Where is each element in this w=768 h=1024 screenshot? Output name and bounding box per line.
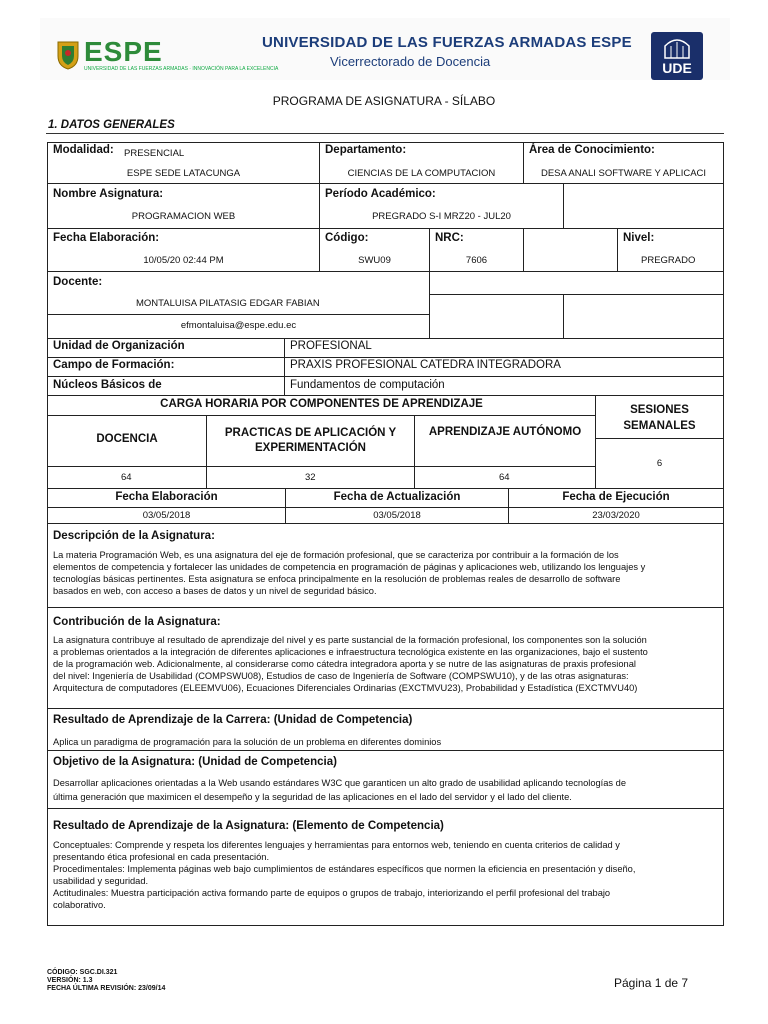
fecha-elab-label: Fecha Elaboración xyxy=(115,491,218,503)
objetivo-line: última generación que maximicen el desempeño y la seguridad de las aplicaciones en el lado del servidor y el lado del cliente. xyxy=(53,792,572,802)
sede-value: ESPE SEDE LATACUNGA xyxy=(126,168,241,179)
fecha-act-value: 03/05/2018 xyxy=(373,510,421,521)
sesiones-label: SESIONES SEMANALES xyxy=(623,404,696,432)
fecha-act-label: Fecha de Actualización xyxy=(333,491,461,503)
descripcion-line: basados en web, con acceso a bases de datos y un nivel de seguridad básico. xyxy=(53,586,377,596)
descripcion-text xyxy=(53,549,721,597)
unidad-label: Unidad de Organización xyxy=(53,340,185,352)
autonomo-value: 64 xyxy=(499,472,510,483)
descripcion-line: La materia Programación Web, es una asignatura del eje de formación profesional, que se caracteriza por contribuir a la formación de los xyxy=(53,550,619,560)
nombre-value: PROGRAMACION WEB xyxy=(131,211,236,222)
university-name: UNIVERSIDAD DE LAS FUERZAS ARMADAS ESPE xyxy=(262,34,632,51)
docencia-value: 64 xyxy=(121,472,132,483)
docencia-label: DOCENCIA xyxy=(96,433,158,445)
footer-codigo: CÓDIGO: SGC.DI.321 xyxy=(47,969,118,976)
cell-empty-2 xyxy=(523,228,618,272)
footer-meta xyxy=(47,969,165,993)
resultado-carrera-title: Resultado de Aprendizaje de la Carrera: (Unidad de Competencia) xyxy=(53,714,413,726)
campo-label: Campo de Formación: xyxy=(53,359,175,371)
docente-value: MONTALUISA PILATASIG EDGAR FABIAN xyxy=(136,298,320,309)
codigo-label: Código: xyxy=(325,232,369,244)
departamento-value: CIENCIAS DE LA COMPUTACION xyxy=(347,168,496,179)
periodo-value: PREGRADO S-I MRZ20 - JUL20 xyxy=(372,211,511,222)
contribucion-line: a problemas orientados a la integración de diferentes aplicaciones e infraestructura tecnológica existente en las organizaciones, bajo el sustento xyxy=(53,647,648,657)
nivel-value: PREGRADO xyxy=(641,255,696,266)
vicerrectorado-name: Vicerrectorado de Docencia xyxy=(330,54,491,69)
nucleos-label: Núcleos Básicos de xyxy=(53,379,162,391)
sesiones-value: 6 xyxy=(656,458,663,469)
resultado-asignatura-line: usabilidad y seguridad. xyxy=(53,876,149,886)
section-heading: 1. DATOS GENERALES xyxy=(48,119,175,131)
section-divider xyxy=(46,133,724,134)
fecha-ejec-value: 23/03/2020 xyxy=(592,510,640,521)
nrc-label: NRC: xyxy=(435,232,464,244)
nucleos-value: Fundamentos de computación xyxy=(290,379,445,391)
campo-value: PRAXIS PROFESIONAL CATEDRA INTEGRADORA xyxy=(290,359,561,371)
periodo-label: Período Académico: xyxy=(325,188,436,200)
unidad-value: PROFESIONAL xyxy=(290,340,372,352)
objetivo-text xyxy=(53,776,721,804)
modalidad-value: PRESENCIAL xyxy=(124,148,185,159)
resultado-asignatura-line: colaborativo. xyxy=(53,900,106,910)
practicas-label: PRACTICAS DE APLICACIÓN Y EXPERIMENTACIÓN xyxy=(224,427,397,454)
nrc-value: 7606 xyxy=(465,255,488,266)
resultado-asignatura-line: Conceptuales: Comprende y respeta los diferentes lenguajes y herramientas para entornos web, teniendo en cuenta criterios de calidad y xyxy=(53,840,620,850)
area-value: DESA ANALI SOFTWARE Y APLICACI xyxy=(540,168,707,179)
objetivo-line: Desarrollar aplicaciones orientadas a la Web usando estándares W3C que garanticen un alto grado de usabilidad aplicando tecnologías de xyxy=(53,778,626,788)
codigo-value: SWU09 xyxy=(358,255,391,266)
contribucion-line: Arquitectura de computadores (ELEEMVU06), Ecuaciones Diferenciales Ordinarias (EXCTMVU23), Probabilidad y Estadística (EXCTMVU40) xyxy=(53,683,638,693)
cell-empty-1 xyxy=(563,183,724,229)
carga-title: CARGA HORARIA POR COMPONENTES DE APRENDIZAJE xyxy=(160,398,483,410)
contribucion-line: del nivel: Ingeniería de Usabilidad (COMPSWU08), Estudios de caso de Ingeniería de Software (COMPSWU10), y de las otras asignaturas: xyxy=(53,671,629,681)
contribucion-text xyxy=(53,634,721,694)
resultado-asignatura-title: Resultado de Aprendizaje de la Asignatura: (Elemento de Competencia) xyxy=(53,820,444,832)
resultado-asignatura-line: presentando ética profesional en cada presentación. xyxy=(53,852,270,862)
cell-empty-5 xyxy=(563,294,724,339)
fecha-value: 10/05/20 02:44 PM xyxy=(143,255,224,266)
email-value: efmontaluisa@espe.edu.ec xyxy=(180,320,297,331)
document-title: PROGRAMA DE ASIGNATURA - SÍLABO xyxy=(272,94,496,108)
descripcion-title: Descripción de la Asignatura: xyxy=(53,530,215,542)
nivel-label: Nivel: xyxy=(623,232,655,244)
modalidad-label: Modalidad: xyxy=(53,144,114,156)
cell-empty-4 xyxy=(429,294,564,339)
docente-label: Docente: xyxy=(53,276,103,288)
objetivo-title: Objetivo de la Asignatura: (Unidad de Competencia) xyxy=(53,756,337,768)
page-number: Página 1 de 7 xyxy=(614,976,689,990)
resultado-asignatura-text xyxy=(53,839,721,911)
ude-building-icon xyxy=(651,32,703,62)
resultado-asignatura-line: Actitudinales: Muestra participación activa formando parte de equipos o grupos de trabajo, interiorizando el perfil profesional del trabajo xyxy=(53,888,611,898)
departamento-label: Departamento: xyxy=(325,144,407,156)
descripcion-line: elementos de competencia y fortalecer las unidades de competencia en programación de páginas y aplicaciones web, utilizando los lenguajes y xyxy=(53,562,646,572)
contribucion-title: Contribución de la Asignatura: xyxy=(53,616,221,628)
fecha-label: Fecha Elaboración: xyxy=(53,232,160,244)
footer-version: VERSIÓN: 1.3 xyxy=(47,977,93,984)
nombre-label: Nombre Asignatura: xyxy=(53,188,164,200)
espe-tagline: UNIVERSIDAD DE LAS FUERZAS ARMADAS · INNOVACIÓN PARA LA EXCELENCIA xyxy=(84,66,279,72)
descripcion-line: tecnologías básicas pertinentes. Esta asignatura se enfoca principalmente en la resolución de problemas reales de desarrollo de software xyxy=(53,574,621,584)
resultado-carrera-line: Aplica un paradigma de programación para la solución de un problema en diferentes dominios xyxy=(53,737,442,747)
practicas-value: 32 xyxy=(305,472,316,483)
ude-logo-text: UDE xyxy=(662,60,692,76)
autonomo-label: APRENDIZAJE AUTÓNOMO xyxy=(428,426,582,438)
fecha-elab-value: 03/05/2018 xyxy=(142,510,191,521)
contribucion-line: La asignatura contribuye al resultado de aprendizaje del nivel y es parte sustancial de la formación profesional, los componentes son la solución xyxy=(53,635,647,645)
fecha-ejec-label: Fecha de Ejecución xyxy=(562,491,670,503)
contribucion-line: de la programación web. Adicionalmente, al considerarse como cátedra integradora aporta y se nutre de las asignaturas de praxis profesional xyxy=(53,659,636,669)
resultado-carrera-text xyxy=(53,736,721,748)
cell-autonomo xyxy=(414,415,596,467)
area-label: Área de Conocimiento: xyxy=(529,144,655,156)
footer-fecha: FECHA ÚLTIMA REVISIÓN: 23/09/14 xyxy=(47,985,166,992)
resultado-asignatura-line: Procedimentales: Implementa páginas web bajo cumplimientos de estándares específicos que normen la eficiencia en presentación y diseño, xyxy=(53,864,636,874)
cell-empty-3 xyxy=(429,271,724,295)
espe-logo: ESPE xyxy=(84,36,163,67)
espe-emblem-icon xyxy=(56,38,80,70)
